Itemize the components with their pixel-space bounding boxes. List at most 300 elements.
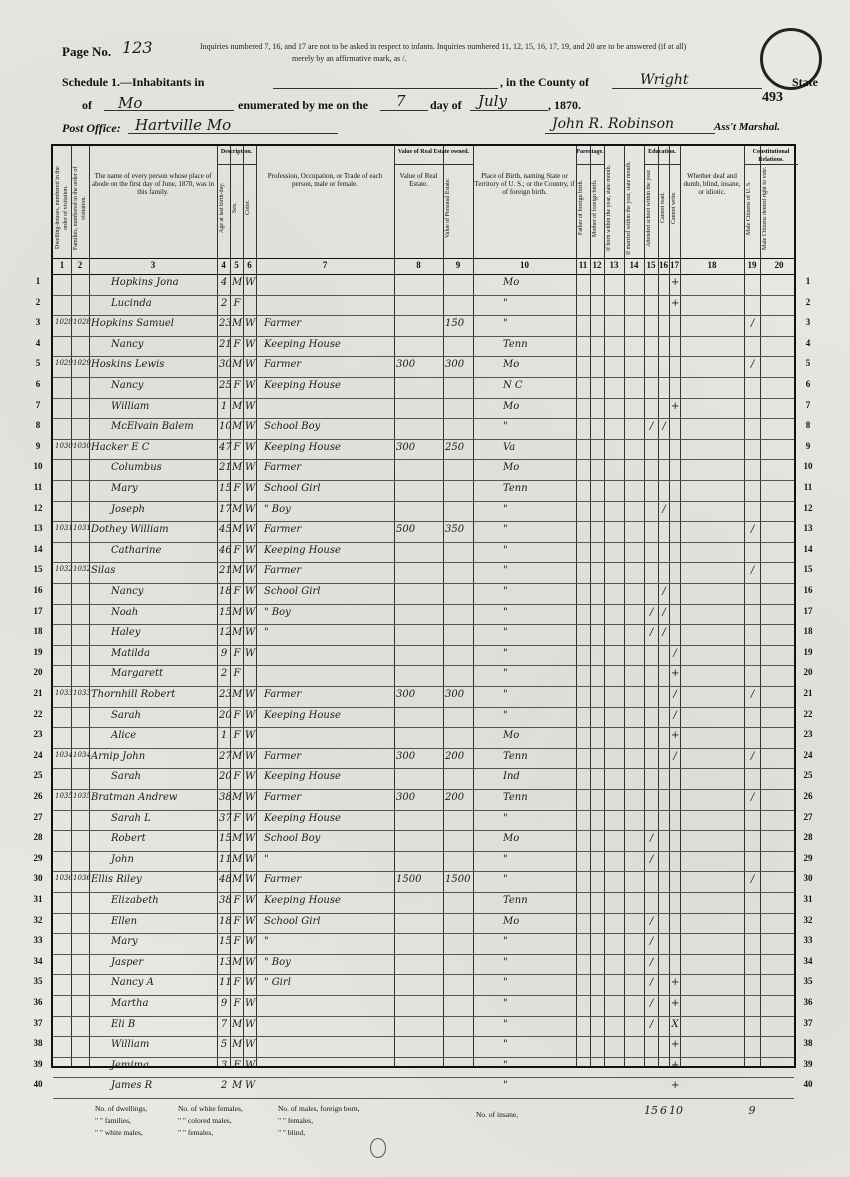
cell-sex: F	[233, 771, 241, 783]
cell-occ: School Girl	[264, 586, 321, 597]
column-number-5: 5	[234, 260, 239, 270]
census-table	[51, 144, 796, 1137]
column-number-20: 20	[774, 260, 784, 270]
cell-sex: F	[233, 812, 241, 824]
cell-sex: F	[233, 998, 241, 1009]
column-rule	[760, 146, 761, 1066]
cell-birth: Mo	[503, 400, 520, 412]
cell-color: W	[245, 338, 256, 350]
cell-sex: M	[232, 627, 243, 639]
column-number-19: 19	[747, 260, 757, 270]
cell-age: 7	[220, 1018, 228, 1030]
cell-c19: /	[750, 565, 755, 577]
cell-color: W	[245, 565, 256, 577]
row-number-left: 35	[33, 976, 43, 987]
row-number-right: 31	[803, 894, 813, 904]
row-number-left: 39	[33, 1058, 43, 1069]
cell-age: 10	[219, 421, 232, 433]
cell-sex: M	[232, 503, 243, 515]
cell-c15: /	[649, 936, 654, 948]
column-header-11: Father of foreign birth.	[578, 180, 584, 236]
inhabitants-line	[273, 88, 498, 89]
cell-dw: 1036	[55, 874, 73, 883]
column-rule	[71, 146, 72, 1066]
column-header-4: Age at last birth-day.	[219, 182, 225, 234]
cell-color: W	[245, 936, 256, 948]
cell-c15: /	[649, 421, 654, 433]
row-rule	[53, 1016, 794, 1017]
footer-families: " " families,	[95, 1116, 131, 1125]
row-number-right: 40	[803, 1079, 813, 1090]
cell-color: W	[245, 544, 256, 556]
row-number-right: 24	[803, 749, 813, 760]
cell-name: Noah	[111, 606, 139, 618]
row-rule	[53, 789, 794, 790]
cell-name: Robert	[111, 833, 146, 845]
cell-birth: Mo	[503, 462, 520, 474]
column-header-6: Color.	[245, 200, 251, 216]
row-rule	[53, 521, 794, 522]
row-number-left: 25	[33, 770, 43, 781]
row-number-left: 11	[33, 482, 43, 492]
marshal-line	[545, 133, 715, 134]
cell-color: W	[245, 606, 256, 618]
cell-name: Jasper	[111, 956, 144, 968]
row-rule	[53, 439, 794, 440]
row-number-left: 29	[33, 852, 43, 863]
county-value: Wright	[640, 72, 689, 88]
cell-birth: "	[503, 421, 508, 433]
cell-birth: "	[503, 627, 508, 639]
page-number: 123	[122, 38, 153, 57]
group-header-rule	[644, 164, 680, 165]
cell-sex: F	[233, 895, 241, 906]
cell-birth: "	[503, 503, 508, 515]
cell-pe: 150	[445, 318, 465, 330]
row-number-left: 33	[33, 935, 43, 946]
day-value: 7	[396, 92, 406, 110]
cell-color: W	[245, 400, 256, 412]
footer-females: " " females,	[178, 1128, 214, 1137]
cell-c19: /	[750, 750, 755, 762]
column-number-13: 13	[609, 260, 619, 270]
cell-age: 15	[219, 606, 232, 618]
cell-color: W	[245, 277, 256, 288]
column-number-7: 7	[322, 260, 328, 270]
page-mark	[370, 1138, 386, 1158]
cell-pe: 350	[445, 524, 465, 536]
column-header-3: The name of every person whose place of abode on the first day of June, 1870, was in this family.	[92, 172, 214, 196]
post-office-line	[128, 133, 338, 134]
cell-pe: 300	[445, 359, 465, 371]
cell-pe: 200	[445, 792, 465, 803]
row-number-left: 4	[35, 337, 41, 348]
row-number-right: 23	[803, 729, 813, 740]
cell-birth: Ind	[503, 771, 520, 783]
cell-occ: Farmer	[264, 689, 302, 700]
cell-name: Catharine	[111, 544, 162, 556]
cell-occ: School Boy	[264, 833, 321, 845]
cell-birth: "	[503, 956, 508, 968]
cell-age: 23	[219, 318, 232, 330]
cell-dw: 1028	[55, 318, 73, 327]
cell-sex: F	[233, 441, 241, 453]
column-number-4: 4	[221, 260, 226, 270]
cell-occ: Farmer	[264, 874, 302, 886]
cell-re: 500	[396, 524, 416, 536]
cell-name: Sarah	[111, 771, 141, 783]
cell-age: 21	[219, 338, 232, 350]
column-header-20: Male Citizens denied right to vote.	[762, 166, 768, 250]
county-line	[612, 88, 762, 89]
cell-occ: Farmer	[264, 462, 302, 474]
cell-c17: /	[673, 647, 677, 659]
cell-age: 17	[219, 503, 232, 515]
cell-color: W	[245, 730, 256, 742]
cell-pe: 1500	[445, 874, 471, 886]
footer-total-16: 6	[660, 1104, 667, 1117]
cell-color: W	[245, 977, 256, 989]
cell-dw: 1034	[55, 750, 73, 759]
cell-name: Thornhill Robert	[91, 689, 176, 700]
cell-sex: F	[233, 297, 241, 309]
column-number-8: 8	[416, 260, 421, 270]
row-number-left: 18	[33, 626, 43, 637]
cell-age: 12	[219, 627, 232, 639]
row-number-left: 6	[35, 379, 41, 389]
row-rule	[53, 1057, 794, 1058]
cell-sex: M	[232, 750, 243, 762]
cell-occ: School Girl	[264, 915, 321, 927]
cell-birth: "	[503, 668, 508, 680]
cell-birth: "	[503, 812, 508, 824]
cell-birth: "	[503, 647, 508, 659]
cell-birth: "	[503, 297, 508, 309]
cell-name: Martha	[111, 998, 149, 1009]
cell-pe: 200	[445, 750, 465, 762]
cell-name: Hopkins Jona	[111, 277, 179, 288]
group-header-rule	[217, 164, 256, 165]
row-number-right: 12	[803, 502, 813, 513]
row-number-right: 17	[803, 605, 813, 616]
cell-name: Hoskins Lewis	[91, 359, 165, 371]
cell-dw: 1031	[55, 524, 73, 533]
column-rule	[624, 146, 625, 1066]
cell-name: Arnip John	[91, 750, 146, 762]
row-number-right: 20	[803, 667, 813, 678]
cell-age: 30	[219, 359, 232, 371]
cell-name: Hacker E C	[91, 441, 150, 453]
cell-age: 47	[219, 441, 232, 453]
row-rule	[53, 398, 794, 399]
row-rule	[53, 913, 794, 914]
cell-color: W	[245, 441, 256, 453]
cell-occ: Farmer	[264, 750, 302, 762]
cell-sex: F	[233, 338, 241, 350]
cell-occ: " Girl	[264, 977, 291, 989]
row-number-left: 21	[33, 688, 43, 698]
row-number-left: 7	[35, 399, 41, 410]
cell-dw: 1033	[55, 689, 73, 697]
column-header-12: Mother of foreign birth.	[592, 179, 598, 237]
cell-occ: " Boy	[264, 956, 291, 968]
cell-name: Nancy	[111, 586, 144, 597]
cell-color: W	[245, 1039, 256, 1051]
row-rule	[53, 459, 794, 460]
row-number-right: 34	[803, 955, 813, 966]
row-number-left: 13	[33, 523, 43, 534]
cell-color: W	[245, 998, 256, 1009]
cell-sex: F	[233, 544, 241, 556]
cell-name: Columbus	[111, 462, 162, 474]
cell-occ: Farmer	[264, 565, 302, 577]
column-number-18: 18	[707, 260, 717, 270]
cell-birth: Mo	[503, 277, 520, 288]
sheet-number: 493	[762, 90, 783, 105]
cell-sex: F	[233, 668, 241, 680]
cell-sex: F	[233, 647, 241, 659]
row-number-left: 22	[33, 708, 43, 719]
cell-birth: "	[503, 524, 508, 536]
cell-fam: 1030	[73, 441, 91, 450]
cell-name: Nancy	[111, 380, 144, 391]
row-number-right: 27	[803, 811, 813, 822]
column-rule	[604, 146, 605, 1066]
cell-sex: F	[233, 586, 241, 597]
row-number-right: 30	[803, 873, 813, 884]
cell-color: W	[245, 1059, 256, 1071]
cell-occ: Keeping House	[264, 544, 341, 556]
row-number-left: 38	[33, 1038, 43, 1049]
column-number-12: 12	[592, 260, 602, 270]
cell-c15: /	[649, 627, 654, 639]
cell-birth: "	[503, 689, 508, 700]
row-rule	[53, 542, 794, 543]
cell-color: W	[245, 483, 256, 494]
cell-dw: 1032	[55, 565, 73, 574]
cell-color: W	[245, 853, 256, 865]
footer-total-19: 9	[748, 1104, 756, 1117]
cell-c17: +	[671, 277, 680, 288]
column-header-14: If married within the year, state month.	[626, 161, 632, 255]
row-number-left: 3	[35, 317, 41, 328]
row-number-right: 33	[803, 935, 813, 946]
cell-c15: /	[649, 998, 654, 1009]
cell-age: 21	[219, 565, 232, 577]
cell-birth: "	[503, 874, 508, 886]
row-number-left: 23	[33, 729, 43, 740]
cell-dw: 1029	[55, 359, 73, 368]
instructions-note-2: merely by an affirmative mark, as /.	[292, 54, 407, 63]
cell-birth: "	[503, 977, 508, 989]
column-header-8: Value of Real Estate.	[399, 172, 438, 188]
cell-age: 15	[219, 483, 232, 494]
row-number-right: 1	[805, 276, 811, 286]
row-number-right: 36	[803, 997, 813, 1007]
row-number-left: 40	[33, 1079, 43, 1090]
cell-age: 2	[220, 1080, 228, 1092]
cell-sex: M	[232, 606, 243, 618]
cell-color: W	[245, 380, 256, 391]
column-rule	[243, 146, 244, 1066]
column-header-18: Whether deaf and dumb, blind, insane, or idiotic.	[683, 172, 741, 196]
cell-c17: +	[671, 1039, 680, 1051]
cell-occ: "	[264, 853, 269, 865]
row-rule	[53, 645, 794, 646]
row-number-left: 8	[35, 420, 41, 431]
cell-c19: /	[750, 524, 755, 536]
cell-pe: 300	[445, 689, 465, 700]
cell-color: W	[245, 318, 256, 330]
column-rule	[644, 146, 645, 1066]
cell-re: 1500	[396, 874, 422, 886]
cell-color: W	[245, 1018, 256, 1030]
cell-sex: F	[233, 730, 241, 742]
row-number-right: 8	[805, 420, 811, 431]
cell-occ: "	[264, 936, 269, 948]
cell-c17: +	[671, 1059, 680, 1071]
cell-sex: M	[232, 956, 243, 968]
column-header-7: Profession, Occupation, or Trade of each person, male or female.	[267, 172, 383, 188]
cell-occ: Keeping House	[264, 771, 341, 783]
cell-age: 23	[219, 689, 232, 700]
row-number-left: 14	[33, 543, 43, 554]
cell-birth: Mo	[503, 915, 520, 927]
cell-occ: " Boy	[264, 606, 291, 618]
cell-c15: /	[649, 915, 654, 927]
row-number-left: 28	[33, 832, 43, 843]
cell-occ: "	[264, 627, 269, 639]
cell-occ: Farmer	[264, 524, 302, 536]
cell-color: W	[245, 421, 256, 433]
group-header-value: Value of Real Estate owned.	[397, 149, 470, 155]
cell-c17: +	[671, 668, 680, 680]
row-number-left: 15	[33, 564, 43, 575]
cell-birth: "	[503, 1080, 508, 1092]
cell-fam: 1034	[73, 750, 91, 759]
column-number-16: 16	[659, 260, 668, 270]
row-number-left: 9	[35, 440, 41, 451]
cell-sex: M	[232, 1039, 243, 1051]
row-number-left: 26	[33, 791, 43, 801]
row-number-right: 2	[805, 296, 811, 307]
cell-fam: 1035	[73, 792, 91, 800]
cell-name: Sarah	[111, 709, 141, 721]
column-header-2: Families, numbered in the order of visitation.	[73, 166, 87, 250]
cell-sex: M	[232, 792, 243, 803]
row-rule	[53, 830, 794, 831]
cell-sex: M	[232, 318, 243, 330]
row-rule	[53, 851, 794, 852]
state-value: Mo	[118, 94, 143, 112]
cell-birth: "	[503, 318, 508, 330]
cell-sex: M	[232, 874, 243, 886]
cell-occ: School Boy	[264, 421, 321, 433]
row-number-left: 32	[33, 914, 43, 925]
cell-color: W	[245, 1080, 256, 1092]
cell-fam: 1033	[73, 689, 91, 697]
cell-fam: 1032	[73, 565, 91, 574]
row-rule	[53, 686, 794, 687]
cell-c15: /	[649, 977, 654, 989]
cell-occ: Keeping House	[264, 709, 341, 721]
row-rule	[53, 933, 794, 934]
cell-occ: " Boy	[264, 503, 291, 515]
of-label: of	[82, 98, 92, 112]
cell-birth: Va	[503, 441, 516, 453]
cell-age: 3	[220, 1059, 228, 1071]
cell-sex: F	[233, 483, 241, 494]
cell-c19: /	[750, 359, 755, 371]
group-header-constitutional: Constitutional Relations.	[752, 149, 790, 163]
cell-birth: Mo	[503, 359, 520, 371]
column-header-15: Attended school within the year.	[646, 169, 652, 247]
cell-sex: M	[232, 853, 243, 865]
cell-occ: Farmer	[264, 792, 302, 803]
row-number-left: 16	[33, 585, 43, 595]
column-header-10: Place of Birth, naming State or Territory of U. S.; or the Country, if of foreign birth.	[474, 172, 575, 196]
footer-total-15: 15	[644, 1104, 658, 1117]
row-rule	[53, 315, 794, 316]
cell-age: 1	[220, 400, 228, 412]
cell-age: 20	[219, 709, 232, 721]
cell-sex: M	[232, 689, 243, 700]
cell-color: W	[245, 689, 256, 700]
cell-c16: /	[662, 503, 666, 515]
cell-age: 37	[219, 812, 232, 824]
group-header-description: Description.	[220, 149, 253, 155]
footer-white-males: " " white males,	[95, 1128, 143, 1137]
cell-birth: Tenn	[503, 792, 528, 803]
county-label: , in the County of	[500, 75, 590, 89]
column-rule	[443, 146, 444, 1066]
cell-sex: M	[232, 277, 243, 288]
cell-c19: /	[750, 318, 755, 330]
row-number-right: 5	[805, 358, 811, 369]
cell-birth: Tenn	[503, 750, 528, 762]
cell-name: James R	[111, 1080, 153, 1092]
column-header-16: Cannot read.	[660, 192, 666, 224]
cell-age: 38	[219, 792, 232, 803]
group-header-rule	[744, 164, 798, 165]
row-number-right: 3	[805, 317, 811, 328]
cell-birth: Tenn	[503, 483, 528, 494]
row-number-left: 24	[33, 749, 43, 760]
row-number-right: 35	[803, 976, 813, 987]
cell-age: 11	[219, 853, 232, 865]
row-number-right: 26	[803, 791, 813, 801]
row-rule	[53, 1077, 794, 1078]
row-number-right: 22	[803, 708, 813, 719]
cell-c17: X	[671, 1018, 679, 1030]
cell-age: 15	[219, 833, 232, 845]
row-rule	[53, 954, 794, 955]
cell-name: Hopkins Samuel	[91, 318, 175, 330]
row-rule	[53, 562, 794, 563]
cell-pe: 250	[445, 441, 465, 453]
cell-sex: F	[233, 977, 241, 989]
footer-males-foreign: No. of males, foreign born,	[278, 1104, 360, 1113]
cell-sex: M	[232, 462, 243, 474]
row-rule	[53, 995, 794, 996]
footer-females-foreign: " " females,	[278, 1116, 314, 1125]
column-header-19: Male Citizens of U. S.	[746, 181, 752, 235]
footer-colored-males: " " colored males,	[178, 1116, 232, 1125]
cell-birth: "	[503, 936, 508, 948]
cell-name: Sarah L	[111, 812, 151, 824]
row-rule	[53, 871, 794, 872]
cell-birth: Mo	[503, 833, 520, 845]
